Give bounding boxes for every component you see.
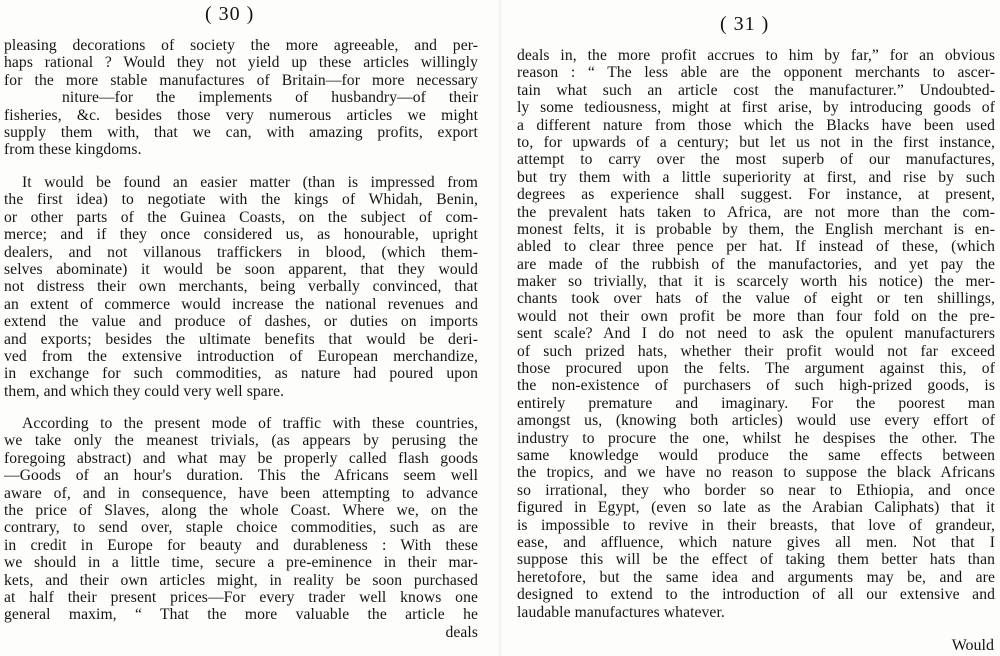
text-line: contrary, to send over, staple choice commodities, such as are [4, 519, 478, 537]
text-line: at half their present prices—For every trader well knows one [4, 588, 478, 606]
text-line: It would be found an easier matter (than is impressed from [22, 174, 478, 191]
text-line: figured in Egypt, (even so late as the Arabian Caliphats) that it [517, 499, 995, 517]
text-line: entirely premature and imaginary. For the poorest man [517, 394, 995, 412]
text-line: suppose this will be the effect of taking them better hats than [517, 551, 995, 569]
text-line: we take only the meanest trivials, (as appears by perusing the [4, 432, 478, 450]
text-line: in exchange for such commodities, as nature had poured upon [4, 365, 478, 383]
text-line: for the more stable manufactures of Britain—for more necessary [4, 71, 478, 89]
paragraph-profit [517, 47, 995, 621]
text-line: and exports; besides the ultimate benefits that would be deri- [4, 330, 478, 348]
text-line: them, and which they could very well spare. [4, 382, 285, 400]
text-line: the tropics, and we have no reason to suppose the black Africans [517, 464, 995, 482]
text-line: not distress their own merchants, being verbally convinced, that [4, 278, 478, 296]
paragraph-imports [4, 37, 478, 159]
text-line: those procured upon the felts. The argument against this, of [517, 360, 995, 378]
text-line: would not their own profit be more than four fold on the pre- [517, 307, 995, 325]
text-line: dealers, and not villanous traffickers in blood, (which them- [4, 243, 478, 261]
text-line: extend the value and produce of dashes, or duties on imports [4, 313, 478, 331]
text-line: deals in, the more profit accrues to him by far,” for an obvious [517, 47, 995, 64]
text-line: degrees as experience shall suggest. For instance, at present, [517, 186, 995, 204]
text-line: a different nature from those which the Blacks have been used [517, 116, 995, 134]
text-line: chants took over hats of the value of eight or ten shillings, [517, 290, 995, 308]
text-line: is impossible to revive in their breasts, that love of grandeur, [517, 516, 995, 534]
text-line: ease, and affluence, which nature gives all men. Not that I [517, 533, 995, 551]
text-line: of such prized hats, whether their profit would not far exceed [517, 342, 995, 360]
page-number: ( 30 ) [205, 3, 255, 25]
text-line: designed to extend to the introduction of all our extensive and [517, 586, 995, 604]
text-line: ly some tediousness, might at first arise, by introducing goods of [517, 99, 995, 117]
text-line: fisheries, &c. besides those very numerous articles we might [4, 106, 478, 124]
text-line: amongst us, (knowing both articles) would use every effort of [517, 412, 995, 430]
text-line: are made of the rubbish of the manufactories, and yet pay the [517, 255, 995, 273]
text-line: merce; and if they once considered us, as honourable, upright [4, 226, 478, 244]
text-line: tain what such an article cost the manufacturer.” Undoubted- [517, 81, 995, 99]
text-line: niture—for the implements of husbandry—of their [62, 89, 478, 107]
paragraph-negotiation [4, 174, 478, 400]
text-line: the price of Slaves, along the whole Coast. Where we, on the [4, 501, 478, 519]
text-line: ved from the extensive introduction of European merchandize, [4, 347, 478, 365]
paragraph-traffic [4, 415, 478, 641]
text-line: the non-existence of purchasers of such high-prized goods, is [517, 377, 995, 395]
text-line: attempt to carry over the most superb of our manufactures, [517, 151, 995, 169]
text-line: in credit in Europe for beauty and durableness : With these [4, 536, 478, 554]
text-line: the first idea) to negotiate with the kings of Whidah, Benin, [4, 191, 478, 209]
text-line: industry to procure the one, whilst he despises the other. The [517, 429, 995, 447]
text-line: kets, and their own articles might, in reality be soon purchased [4, 571, 478, 589]
text-line: general maxim, “ That the more valuable the article he [4, 606, 478, 624]
text-line: maker so trivially, that it is scarcely worth his notice) the mer- [517, 273, 995, 291]
text-line: same knowledge would produce the same effects between [517, 446, 995, 464]
catchword: deals [445, 623, 478, 641]
text-line: foregoing abstract) and what may be properly called flash goods [4, 449, 478, 467]
text-line: haps rational ? Would they not yield up these articles willingly [4, 54, 478, 72]
text-line: laudable manufactures whatever. [517, 603, 725, 621]
text-line: pleasing decorations of society the more agreeable, and per- [4, 37, 478, 54]
text-line: an extent of commerce would increase the national revenues and [4, 295, 478, 313]
right-page [505, 0, 1000, 656]
text-line: aware of, and in consequence, have been attempting to advance [4, 484, 478, 502]
text-line: from these kingdoms. [4, 141, 142, 159]
text-line: —Goods of an hour's duration. This the Africans seem well [4, 467, 478, 485]
text-line: the prevalent hats taken to Africa, are not more than the com- [517, 203, 995, 221]
text-line: heretofore, but the same idea and arguments may be, and are [517, 568, 995, 586]
text-line: to, for upwards of a century; but let us not in the first instance, [517, 133, 995, 151]
text-line: abled to clear three pence per hat. If instead of these, (which [517, 238, 995, 256]
text-line: selves abominate) it would be soon apparent, that they would [4, 260, 478, 278]
book-gutter [498, 0, 502, 656]
text-line: monest felts, it is probable by them, the English merchant is en- [517, 220, 995, 238]
page-number: ( 31 ) [720, 13, 770, 35]
text-line: we should in a little time, secure a pre-eminence in their mar- [4, 554, 478, 572]
text-line: supply them with, that we can, with amazing profits, export [4, 123, 478, 141]
text-line: sent scale? And I do not need to ask the opulent manufacturers [517, 325, 995, 343]
left-page [0, 0, 496, 656]
text-line: or other parts of the Guinea Coasts, on the subject of com- [4, 208, 478, 226]
text-line: According to the present mode of traffic with these countries, [22, 415, 478, 432]
text-line: so irrational, they who border so near to Ethiopia, and once [517, 481, 995, 499]
text-line: but try them with a little superiority at first, and rise by such [517, 168, 995, 186]
catchword: Would [951, 637, 994, 654]
text-line: reason : “ The less able are the opponent merchants to ascer- [517, 64, 995, 82]
